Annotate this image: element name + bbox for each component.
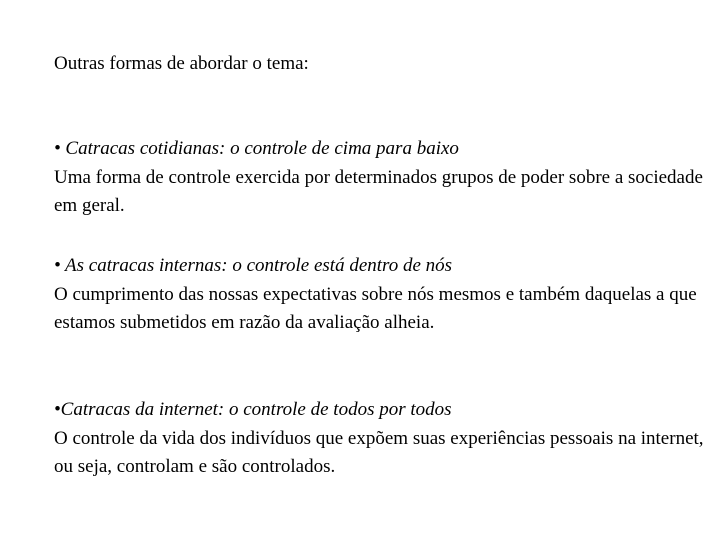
section-body: Uma forma de controle exercida por determinados grupos de poder sobre a sociedade em geral. — [54, 166, 703, 216]
section-body: O cumprimento das nossas expectativas sobre nós mesmos e também daquelas a que estamos submetidos em razão da avaliação alheia. — [54, 283, 697, 333]
section-body: O controle da vida dos indivíduos que expõem suas experiências pessoais na internet, ou seja, controlam e são controlados. — [54, 427, 704, 477]
section-catracas-internas — [54, 252, 704, 338]
slide-header — [54, 52, 694, 76]
section-catracas-internet — [54, 396, 704, 482]
slide-title: Outras formas de abordar o tema: — [54, 53, 309, 74]
section-heading: •Catracas da internet: o controle de todos por todos — [54, 399, 452, 420]
section-heading: • Catracas cotidianas: o controle de cima para baixo — [54, 138, 459, 159]
section-heading: • As catracas internas: o controle está dentro de nós — [54, 255, 453, 276]
section-catracas-cotidianas — [54, 135, 704, 221]
